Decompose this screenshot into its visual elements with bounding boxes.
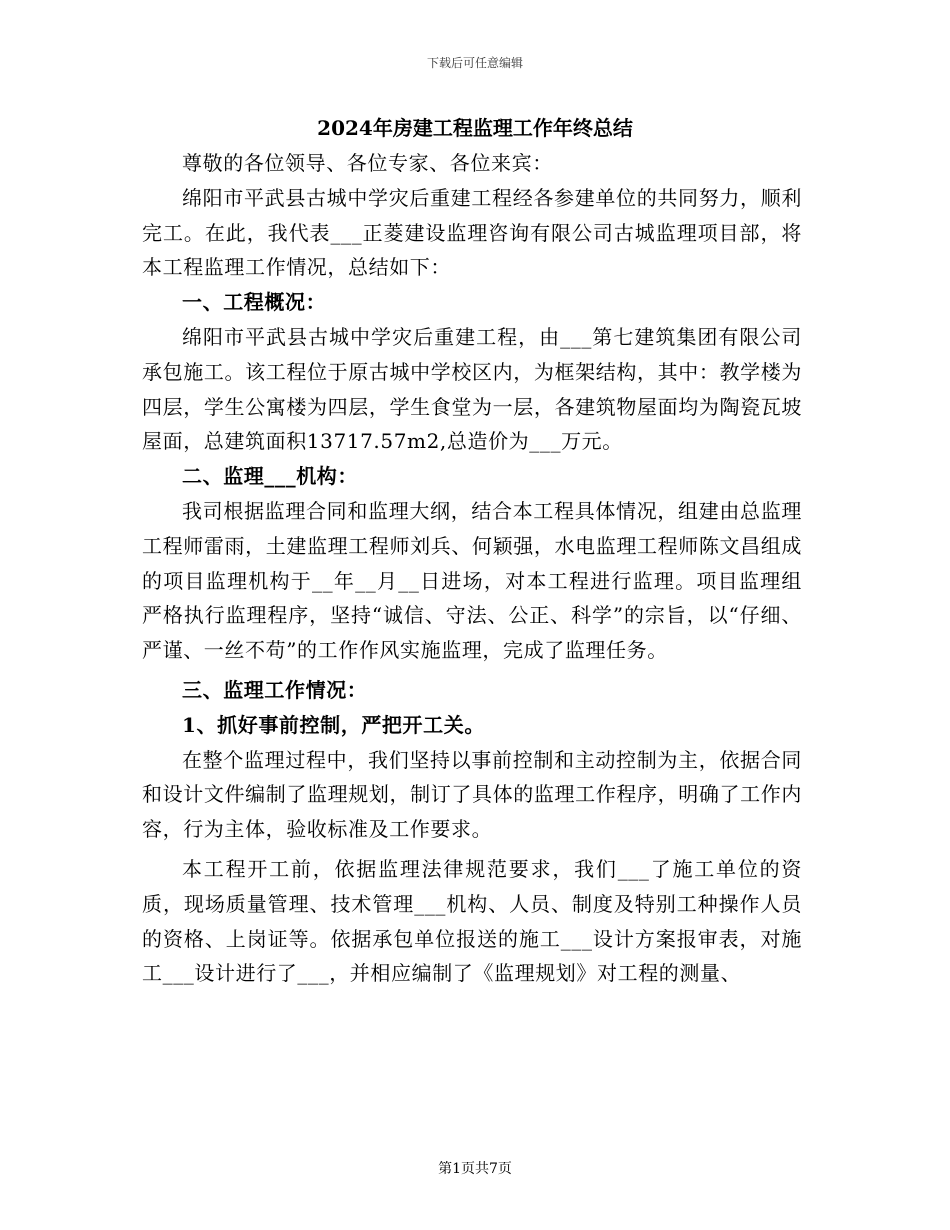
document-body bbox=[142, 146, 802, 991]
overview-paragraph: 绵阳市平武县古城中学灾后重建工程，由___第七建筑集团有限公司承包施工。该工程位于原古城中学校区内，为框架结构，其中：教学楼为四层，学生公寓楼为四层，学生食堂为一层，各建筑物屋面均为陶瓷瓦坡屋面，总建筑面积13717.57m2,总造价为___万元。 bbox=[142, 324, 802, 454]
page-number: 第1页共7页 bbox=[438, 1161, 512, 1177]
section-heading-work: 三、监理工作情况： bbox=[182, 677, 368, 702]
document-title: 2024年房建工程监理工作年终总结 bbox=[317, 116, 633, 140]
section-heading-organization: 二、监理___机构： bbox=[182, 464, 358, 489]
page-header-note: 下载后可任意编辑 bbox=[426, 56, 523, 70]
subsection-heading-precontrol: 1、抓好事前控制，严把开工关。 bbox=[182, 712, 485, 737]
section-heading-overview: 一、工程概况： bbox=[182, 290, 327, 315]
intro-paragraph: 绵阳市平武县古城中学灾后重建工程经各参建单位的共同努力，顺利完工。在此，我代表___正菱建设监理咨询有限公司古城监理项目部，将本工程监理工作情况，总结如下： bbox=[142, 185, 802, 280]
organization-paragraph: 我司根据监理合同和监理大纲，结合本工程具体情况，组建由总监理工程师雷雨，土建监理工程师刘兵、何颖强，水电监理工程师陈文昌组成的项目监理机构于__年__月__日进场，对本工程进行监理。项目监理组严格执行监理程序，坚持“诚信、守法、公正、科学”的宗旨，以“仔细、严谨、一丝不苟”的工作作风实施监理，完成了监理任务。 bbox=[142, 498, 802, 663]
preconstruction-paragraph: 本工程开工前，依据监理法律规范要求，我们___了施工单位的资质，现场质量管理、技术管理___机构、人员、制度及特别工种操作人员的资格、上岗证等。依据承包单位报送的施工___设计方案报审表，对施工___设计进行了___，并相应编制了《监理规划》对工程的测量、 bbox=[142, 856, 802, 986]
precontrol-paragraph: 在整个监理过程中，我们坚持以事前控制和主动控制为主，依据合同和设计文件编制了监理规划，制订了具体的监理工作程序，明确了工作内容，行为主体，验收标准及工作要求。 bbox=[142, 747, 802, 842]
salutation: 尊敬的各位领导、各位专家、各位来宾： bbox=[182, 151, 553, 175]
